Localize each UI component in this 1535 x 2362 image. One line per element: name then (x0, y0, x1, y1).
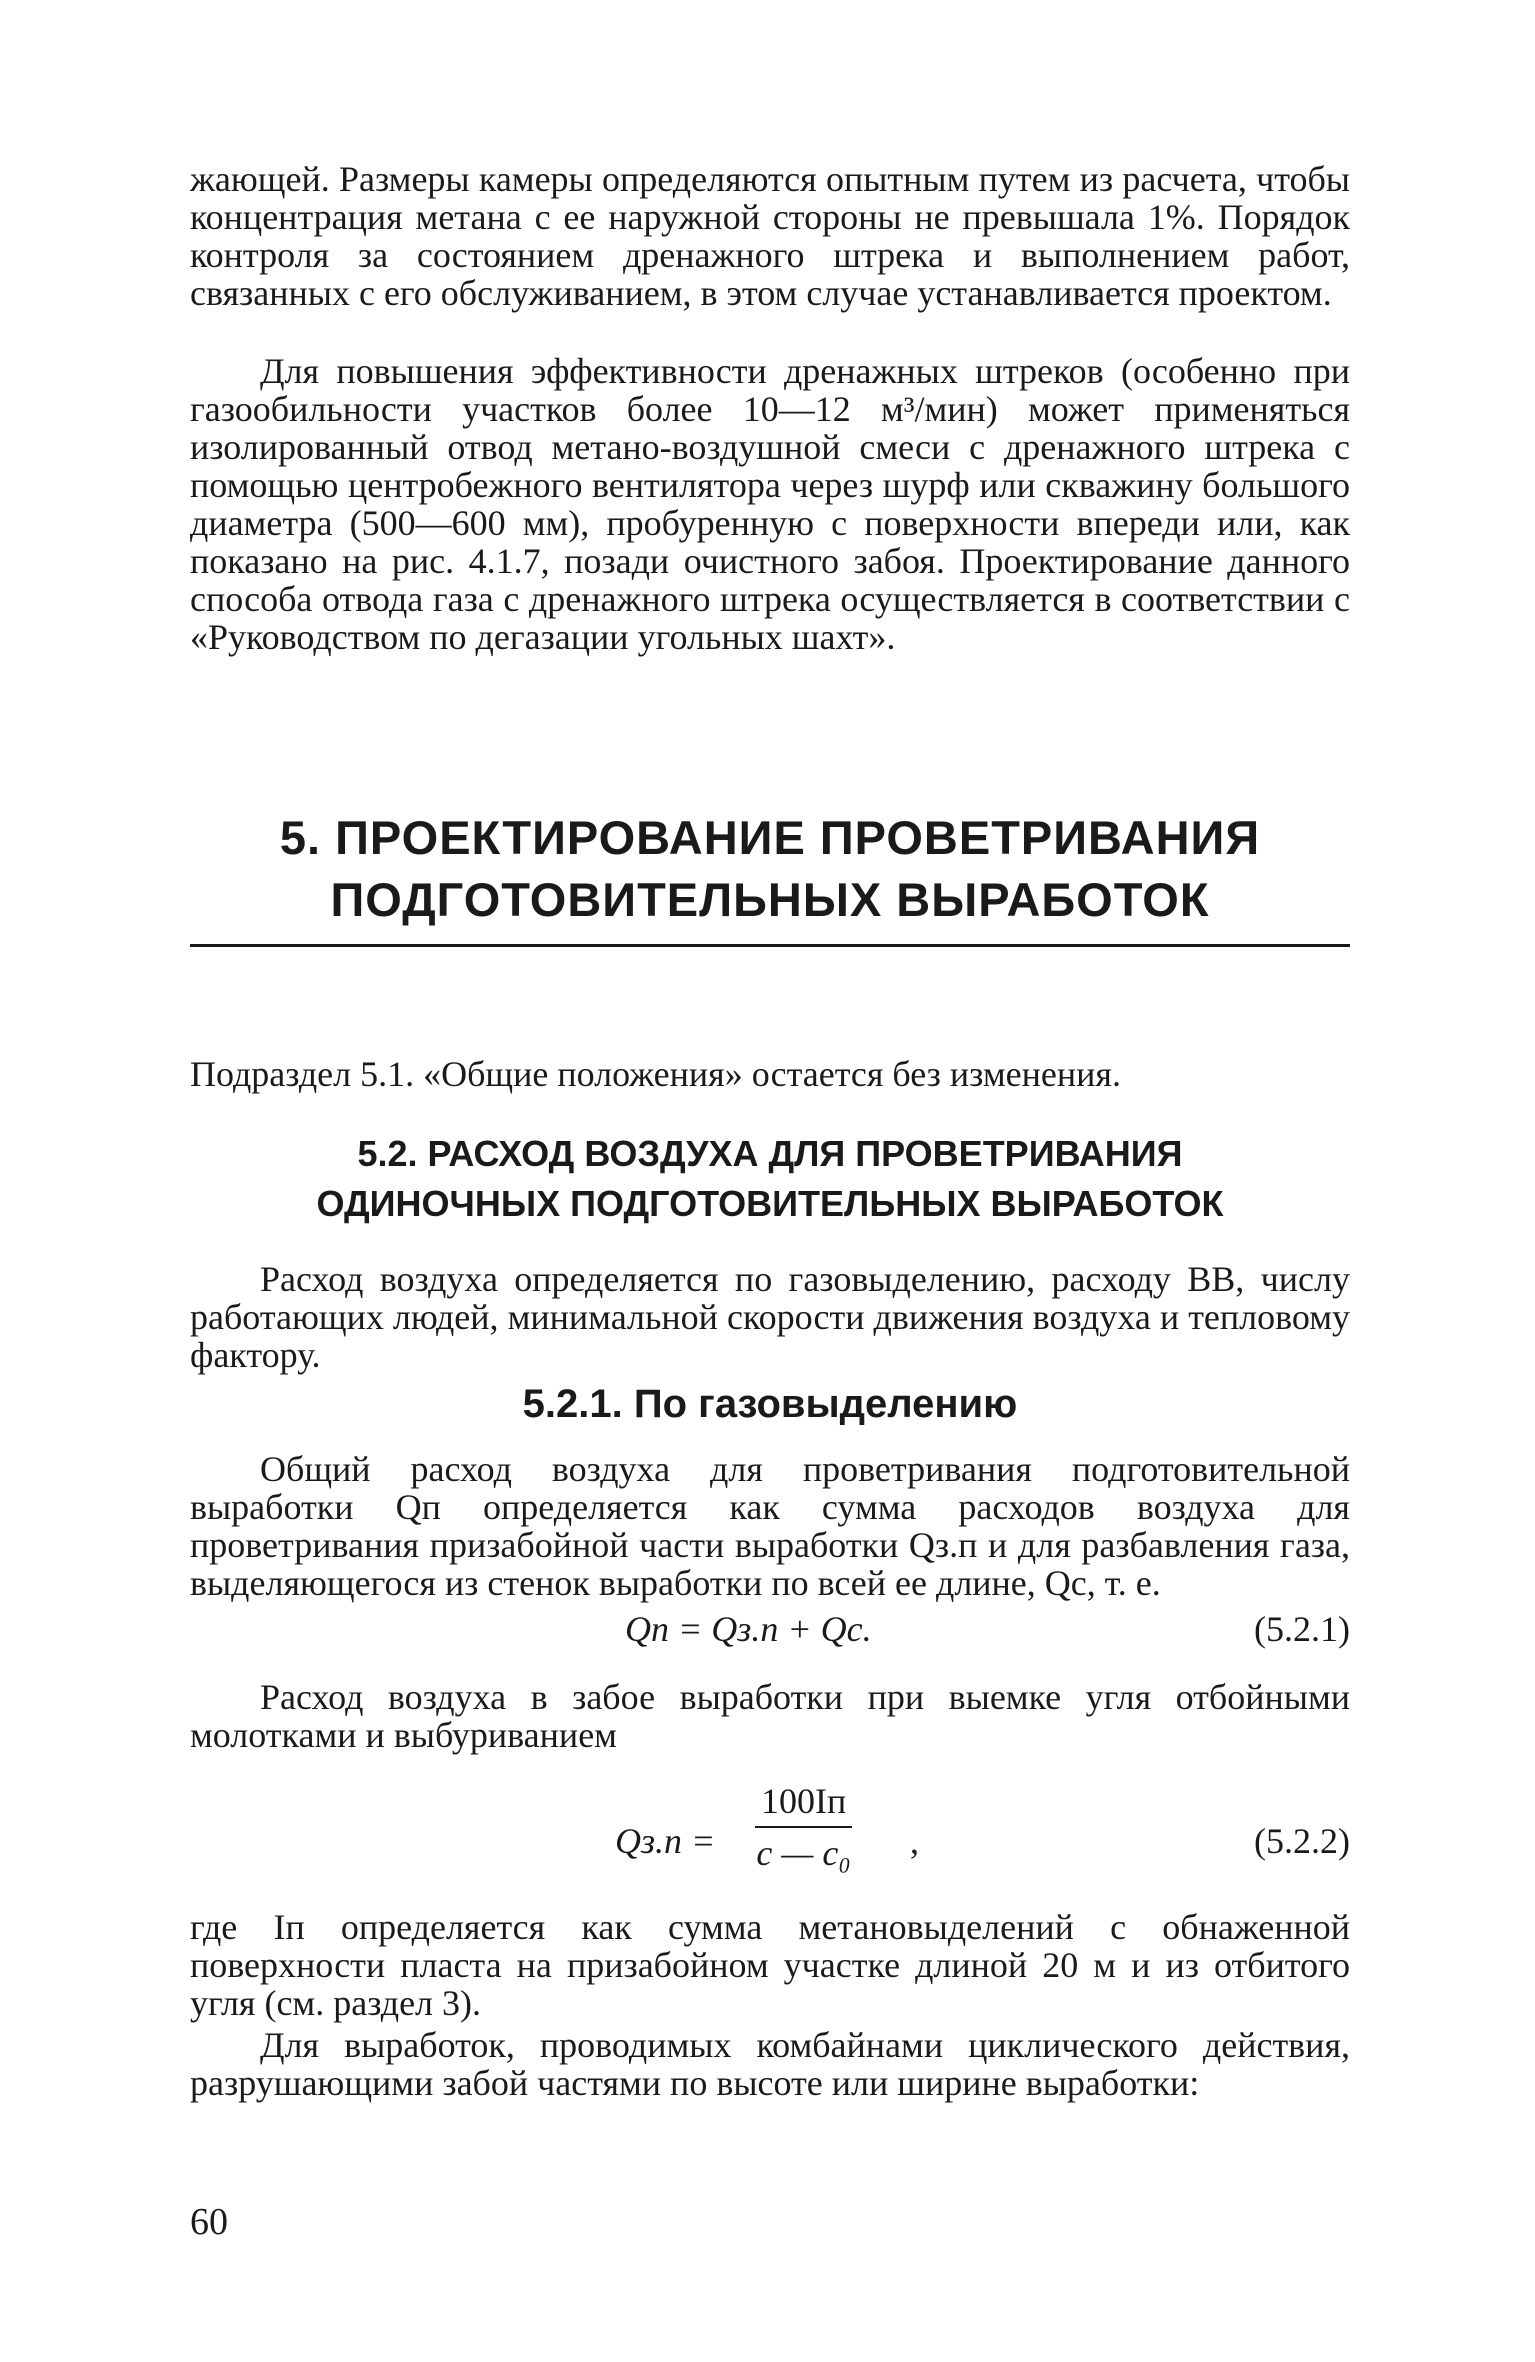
equation-5-2-2-fraction (755, 1780, 852, 1874)
subsection-title-line-1: 5.2. РАСХОД ВОЗДУХА ДЛЯ ПРОВЕТРИВАНИЯ (357, 1133, 1183, 1174)
section-divider (190, 944, 1350, 947)
subsection-note: Подраздел 5.1. «Общие положения» остается без изменения. (190, 1054, 1121, 1094)
air-rate-paragraph: Расход воздуха определяется по газовыделению, расходу ВВ, числу работающих людей, минимальной скорости движения воздуха и тепловому фактору. (190, 1259, 1350, 1375)
page-number: 60 (190, 2201, 228, 2243)
section-title-line-2: ПОДГОТОВИТЕЛЬНЫХ ВЫРАБОТОК (330, 873, 1210, 926)
heading-5-2-1: 5.2.1. По газовыделению (522, 1382, 1018, 1426)
equation-5-2-2-number: (5.2.2) (1254, 1821, 1350, 1861)
equation-5-2-1-number: (5.2.1) (1254, 1609, 1350, 1649)
section-title-line-1: 5. ПРОЕКТИРОВАНИЕ ПРОВЕТРИВАНИЯ (279, 811, 1261, 864)
equation-5-2-2-lhs: Qз.п = (615, 1821, 716, 1861)
equation-5-2-2-comma: , (910, 1821, 919, 1861)
face-rate-paragraph: Расход воздуха в забое выработки при выемке угля отбойными молотками и выбуриванием (190, 1677, 1350, 1755)
equation-5-2-2-numerator: 100Iп (755, 1780, 852, 1828)
intro-paragraph-2: Для повышения эффективности дренажных штреков (особенно при газообильности участков более 10—12 м³/мин) может применяться изолированный отвод метано-воздушной смеси с дренажного штрека с помощью центробежного вентилятора через шурф или скважину большого диаметра (500—600 мм), пробуренную с поверхности впереди или, как показано на рис. 4.1.7, позади очистного забоя. Проектирование данного способа отвода газа с дренажного штрека осуществляется в соответствии с «Руководством по дегазации угольных шахт». (190, 351, 1350, 657)
equation-5-2-1-expression: Qп = Qз.п + Qс. (625, 1609, 872, 1649)
general-rate-paragraph: Общий расход воздуха для проветривания подготовительной выработки Qп определяется как сумма расходов воздуха для проветривания призабойной части выработки Qз.п и для разбавления газа, выделяющегося из стенок выработки по всей ее длине, Qс, т. е. (190, 1449, 1350, 1603)
equation-5-2-2 (190, 1780, 1350, 1890)
combine-paragraph: Для выработок, проводимых комбайнами циклического действия, разрушающими забой частями по высоте или ширине выработки: (190, 2025, 1350, 2103)
subsection-title-line-2: ОДИНОЧНЫХ ПОДГОТОВИТЕЛЬНЫХ ВЫРАБОТОК (316, 1183, 1224, 1224)
where-paragraph: где Iп определяется как сумма метановыделений с обнаженной поверхности пласта на призабойном участке длиной 20 м и из отбитого угля (см. раздел 3). (190, 1907, 1350, 2023)
intro-paragraph-1: жающей. Размеры камеры определяются опытным путем из расчета, чтобы концентрация метана с ее наружной стороны не превышала 1%. Порядок контроля за состоянием дренажного штрека и выполнением работ, связанных с его обслуживанием, в этом случае устанавливается проектом. (190, 159, 1350, 313)
equation-5-2-1 (190, 1608, 1350, 1668)
equation-5-2-2-denominator: c — c₀ (756, 1833, 851, 1873)
